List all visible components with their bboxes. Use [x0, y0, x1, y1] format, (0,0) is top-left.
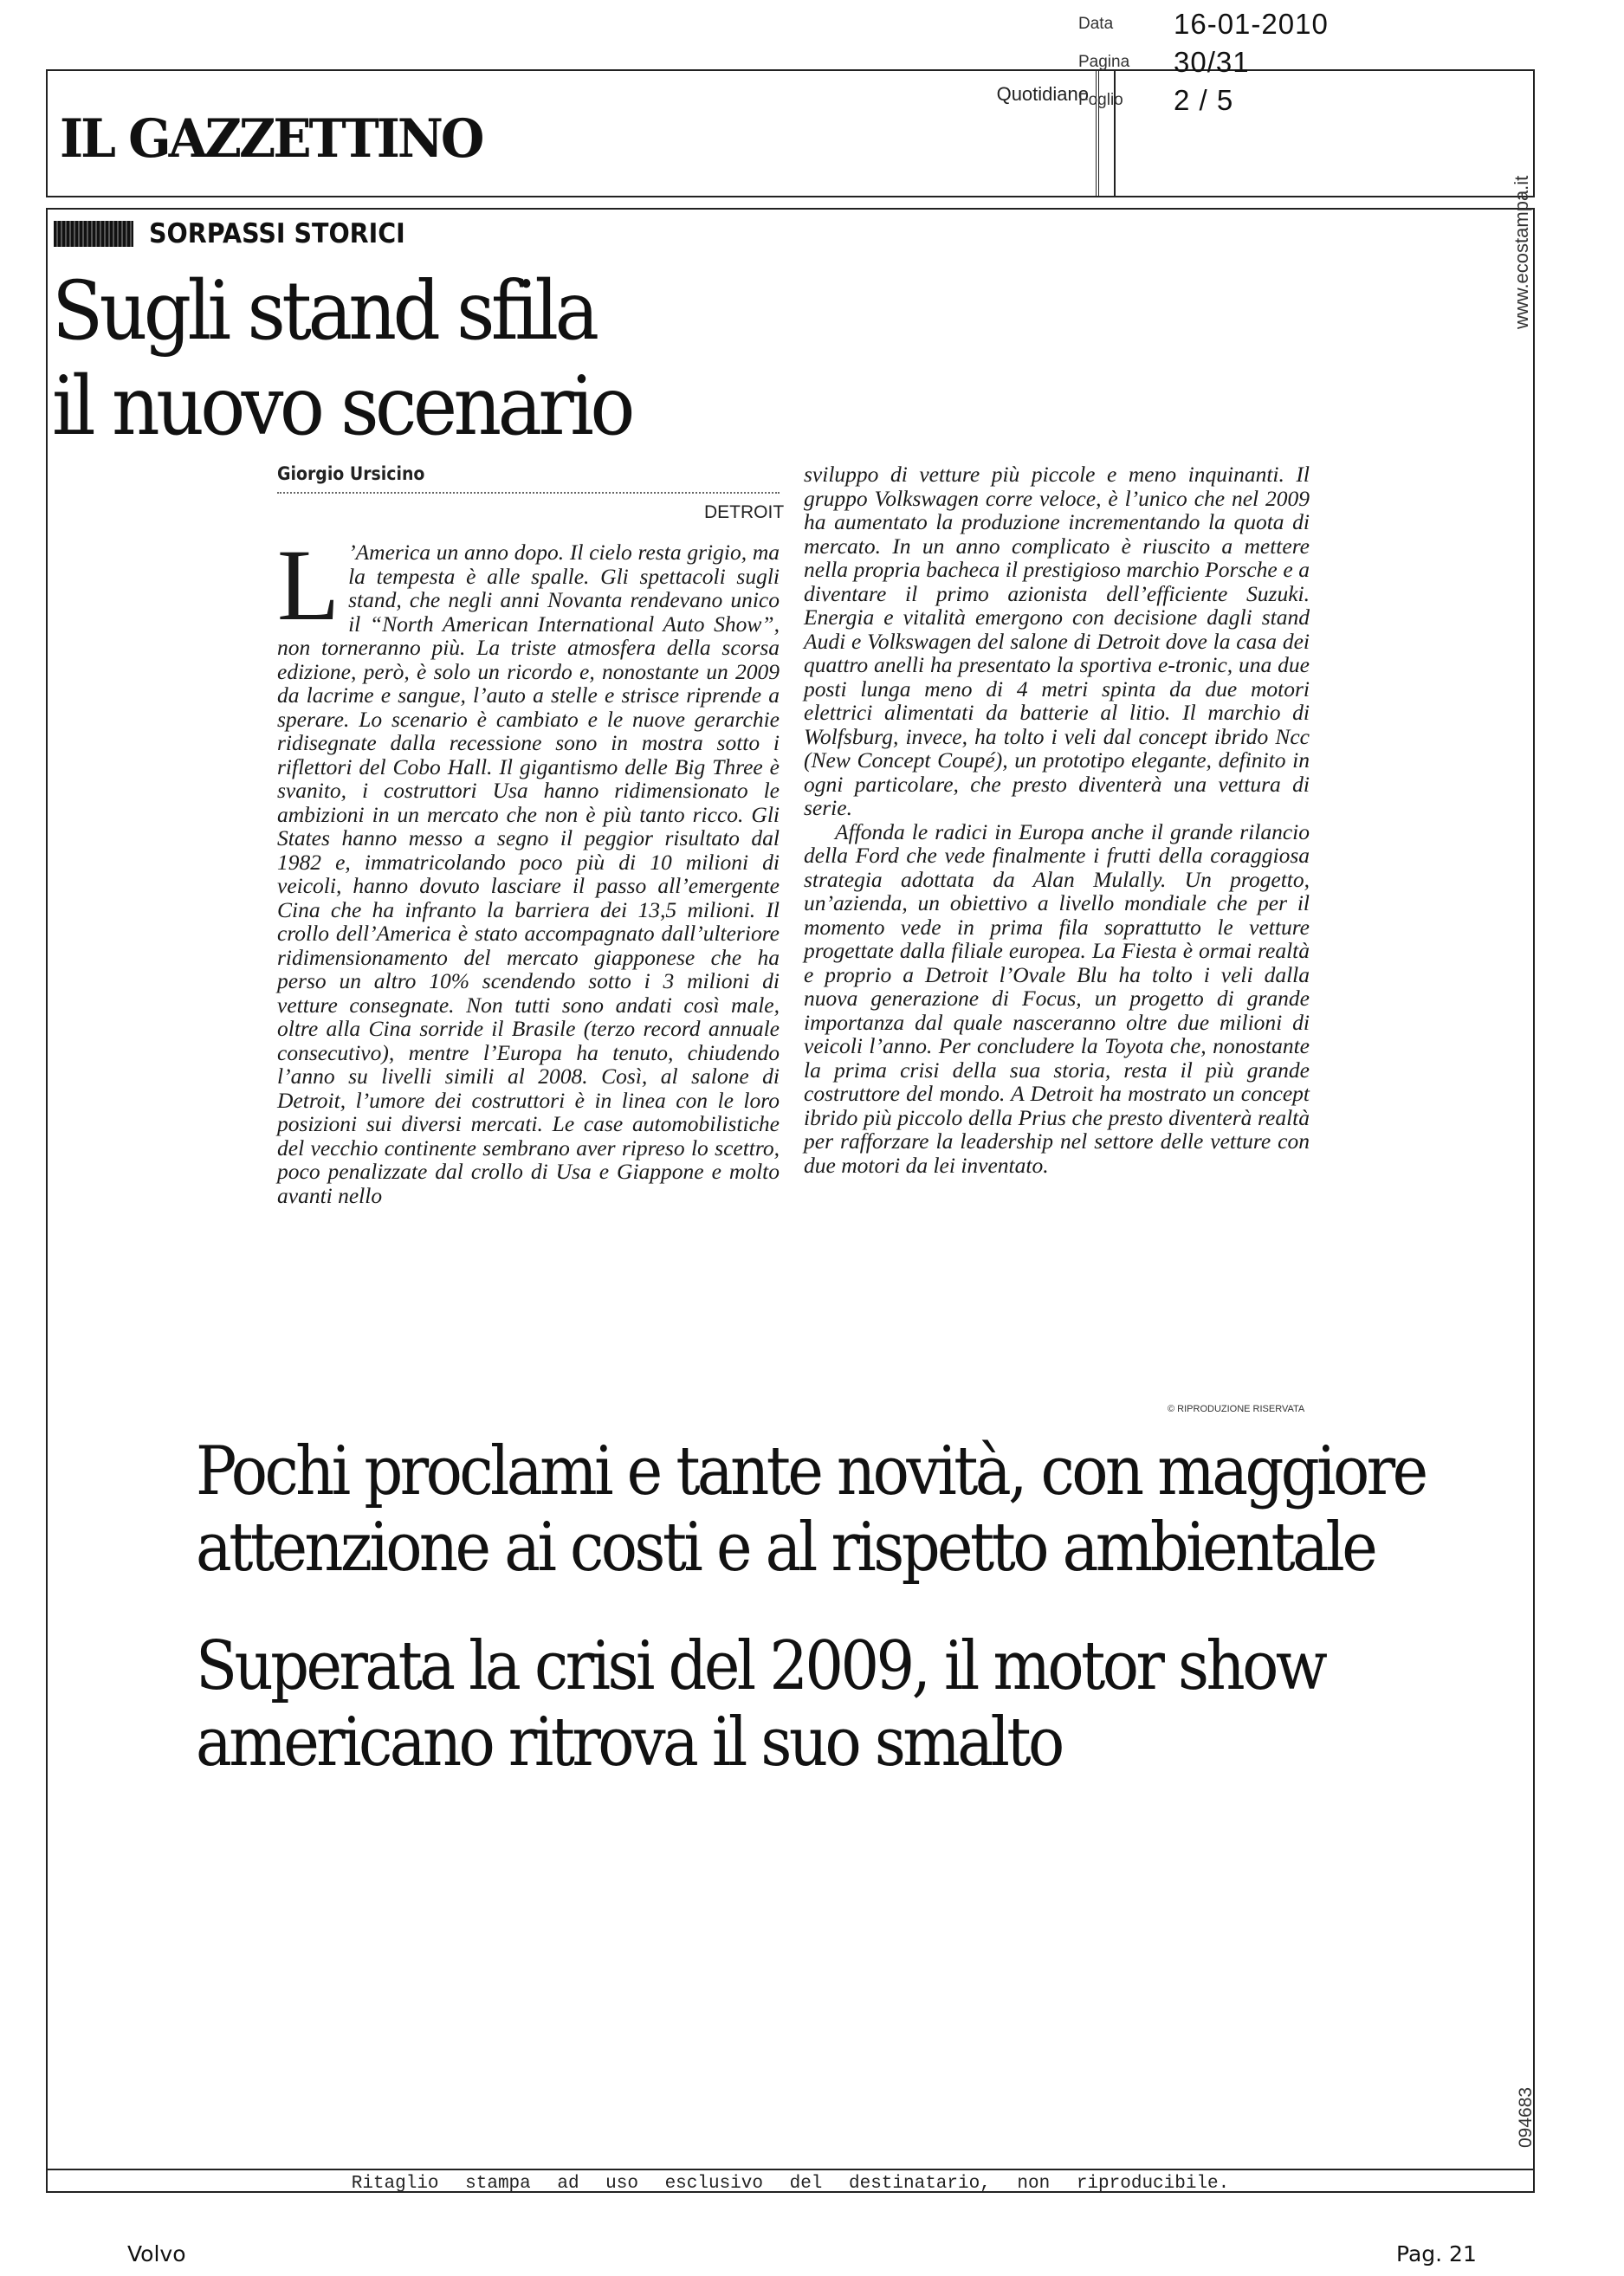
copyright-notice: © RIPRODUZIONE RISERVATA [1168, 1404, 1305, 1414]
article-column-1 [277, 528, 780, 1208]
meta-row-sheet [1078, 81, 1477, 120]
article-paragraph: ’America un anno dopo. Il cielo resta grigio, ma la tempesta è alle spalle. Gli spettacoli sugli stand, che negli anni Novanta rendevano unico il “North American International Auto Show”, non torneranno più. La triste atmosfera della scorsa edizione, però, è solo un ricordo e, nonostante un 2009 da lacrime e sangue, l’auto a stelle e strisce riprende a sperare. Lo scenario è cambiato e le nuove gerarchie ridisegnate dalla recessione sono in mostra sotto i riflettori del Cobo Hall. Il gigantismo delle Big Three è svanito, i costruttori Usa hanno ridimensionato le ambizioni in un mercato che non è più tanto ricco. Gli States hanno messo a segno il peggior risultato dal 1982 e, immatricolando poco più di 10 milioni di veicoli, hanno dovuto lasciare il passo all’emergente Cina che ha infranto la barriera dei 13,5 milioni. Il crollo dell’America è stato accompagnato dall’ulteriore ridimensionamento del mercato giapponese che ha perso un altro 10% scendendo sotto i 3 milioni di vetture consegnate. Non tutti sono andati così male, oltre alla Cina sorride il Brasile (terzo record annuale consecutivo), mentre l’Europa ha tenuto, chiudendo l’anno su livelli simili al 2008. Così, al salone di Detroit, l’umore dei costruttori è in linea con le loro posizioni sui diversi mercati. Le case automobilistiche del vecchio continente sembrano aver ripreso lo scettro, poco penalizzate dal crollo di Usa e Giappone e molto avanti nello [277, 540, 780, 1208]
article-frame [46, 208, 1535, 2193]
article-byline: Giorgio Ursicino [277, 463, 425, 484]
meta-row-page [1078, 43, 1477, 81]
website-label: www.ecostampa.it [1511, 175, 1532, 329]
footer-divider [46, 2169, 1535, 2170]
logo-cell [48, 71, 1099, 196]
subhead-line: Pochi proclami e tante novità, con maggiore [196, 1432, 1426, 1510]
article-column-2 [804, 462, 1310, 1177]
clipping-code: 094683 [1516, 2086, 1536, 2148]
section-tag [54, 218, 428, 249]
article-paragraph: sviluppo di vetture più piccole e meno inquinanti. Il gruppo Volkswagen corre veloce, è l’unico che nel 2009 ha aumentato la produzione incrementando la quota di mercato. In un anno complicato è riuscito a mettere nella propria bacheca il prestigioso marchio Porsche e a diventare il primo azionista dell’efficiente Suzuki. Energia e vitalità emergono con decisione dagli stand Audi e Volkswagen del salone di Detroit dove la casa dei quattro anelli ha presentato la sportiva e-tronic, una due posti lunga meno di 4 metri spinta da due motori elettrici alimentati da batterie al litio. Il marchio di Wolfsburg, invece, ha tolto i veli dal concept ibrido Ncc (New Concept Coupé), un prototipo elegante, definito in ogni particolare, che presto diventerà una vettura di serie. [804, 462, 1310, 820]
article-headline [52, 264, 631, 455]
meta-row-date [1078, 5, 1477, 43]
meta-label: Pagina [1078, 53, 1130, 71]
client-name: Volvo [127, 2241, 186, 2266]
publication-type: Quotidiano [996, 83, 1089, 105]
subhead-line: Superata la crisi del 2009, il motor show [196, 1627, 1325, 1705]
subhead-2 [196, 1628, 1324, 1781]
headline-line: Sugli stand sfila [52, 264, 596, 359]
byline-divider [277, 492, 780, 494]
subhead-line: attenzione ai costi e al rispetto ambientale [196, 1509, 1375, 1587]
newspaper-masthead: IL GAZZETTINO [60, 107, 482, 170]
publication-meta [1078, 5, 1477, 120]
meta-value: 16-01-2010 [1174, 8, 1329, 40]
subhead-1 [196, 1433, 1426, 1586]
section-tag-label: SORPASSI STORICI [149, 218, 405, 249]
usage-notice: Ritaglio stampa ad uso esclusivo del destinatario, non riproducibile. [351, 2174, 1230, 2194]
meta-value: 30/31 [1174, 46, 1250, 78]
subhead-line: americano ritrova il suo smalto [196, 1704, 1062, 1781]
article-dateline: DETROIT [704, 502, 785, 522]
headline-line: il nuovo scenario [52, 359, 631, 454]
meta-value: 2 / 5 [1174, 84, 1234, 116]
drop-cap: L [277, 528, 340, 642]
section-tag-marker [54, 221, 133, 247]
article-paragraph: Affonda le radici in Europa anche il grande rilancio della Ford che vede finalmente i frutti della coraggiosa strategia adottata da Alan Mulally. Un progetto, un’azienda, un obiettivo a livello mondiale che per il momento vede in prima fila soprattutto le vetture progettate dalla filiale europea. La Fiesta è ormai realtà e proprio a Detroit l’Ovale Blu ha tolto i veli dalla nuova generazione di Focus, un progetto di grande importanza dal quale nasceranno oltre due milioni di veicoli l’anno. Per concludere la Toyota che, nonostante la prima crisi della sua storia, resta il più grande costruttore del mondo. A Detroit ha mostrato un concept ibrido più piccolo della Prius che presto diventerà realtà per rafforzare la leadership nel settore delle vetture con due motori da lei inventato. [804, 818, 1310, 1178]
meta-label: Data [1078, 15, 1114, 33]
page-number: Pag. 21 [1396, 2241, 1477, 2266]
meta-label: Foglio [1078, 91, 1123, 109]
